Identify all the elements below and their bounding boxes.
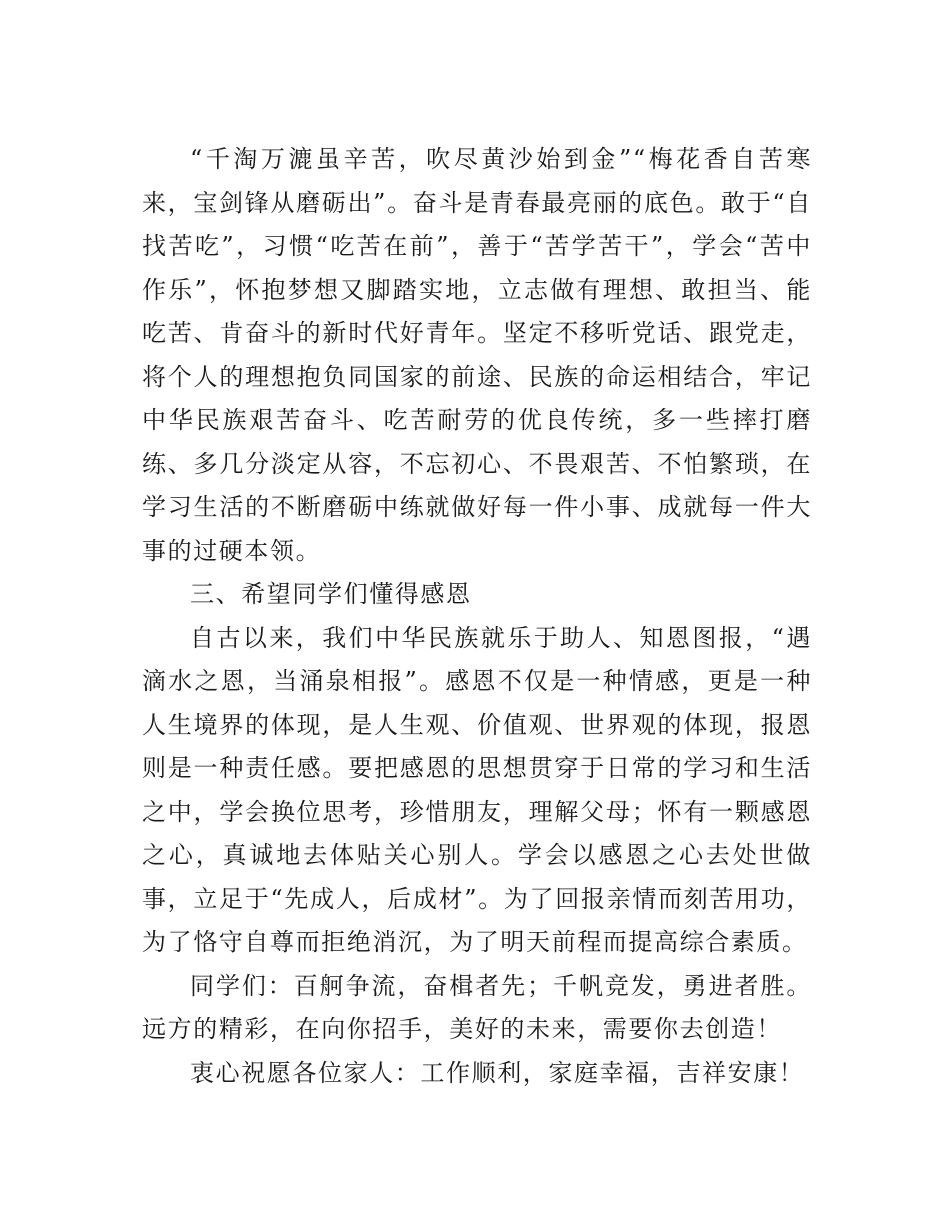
- paragraph-gratitude: 自古以来，我们中华民族就乐于助人、知恩图报，“遇滴水之恩，当涌泉相报”。感恩不仅是一种情感，更是一种人生境界的体现，是人生观、价值观、世界观的体现，报恩则是一种责任感。要把感恩的思想贯穿于日常的学习和生活之中，学会换位思考，珍惜朋友，理解父母；怀有一颗感恩之心，真诚地去体贴关心别人。学会以感恩之心去处世做事，立足于“先成人，后成材”。为了回报亲情而刻苦用功，为了恪守自尊而拒绝消沉，为了明天前程而提高综合素质。: [142, 623, 812, 956]
- paragraph-struggle: “千淘万漉虽辛苦，吹尽黄沙始到金”“梅花香自苦寒来，宝剑锋从磨砺出”。奋斗是青春最亮丽的底色。敢于“自找苦吃”，习惯“吃苦在前”，善于“苦学苦干”，学会“苦中作乐”，怀抱梦想又脚踏实地，立志做有理想、敢担当、能吃苦、肯奋斗的新时代好青年。坚定不移听党话、跟党走，将个人的理想抱负同国家的前途、民族的命运相结合，牢记中华民族艰苦奋斗、吃苦耐劳的优良传统，多一些摔打磨练、多几分淡定从容，不忘初心、不畏艰苦、不怕繁琐，在学习生活的不断磨砺中练就做好每一件小事、成就每一件大事的过硬本领。: [142, 145, 812, 565]
- section-heading-gratitude: 三、希望同学们懂得感恩: [190, 580, 472, 608]
- paragraph-encouragement: 同学们：百舸争流，奋楫者先；千帆竞发，勇进者胜。远方的精彩，在向你招手，美好的未来，需要你去创造！: [142, 971, 812, 1043]
- paragraph-closing-wishes: 衷心祝愿各位家人：工作顺利，家庭幸福，吉祥安康！: [190, 1058, 805, 1087]
